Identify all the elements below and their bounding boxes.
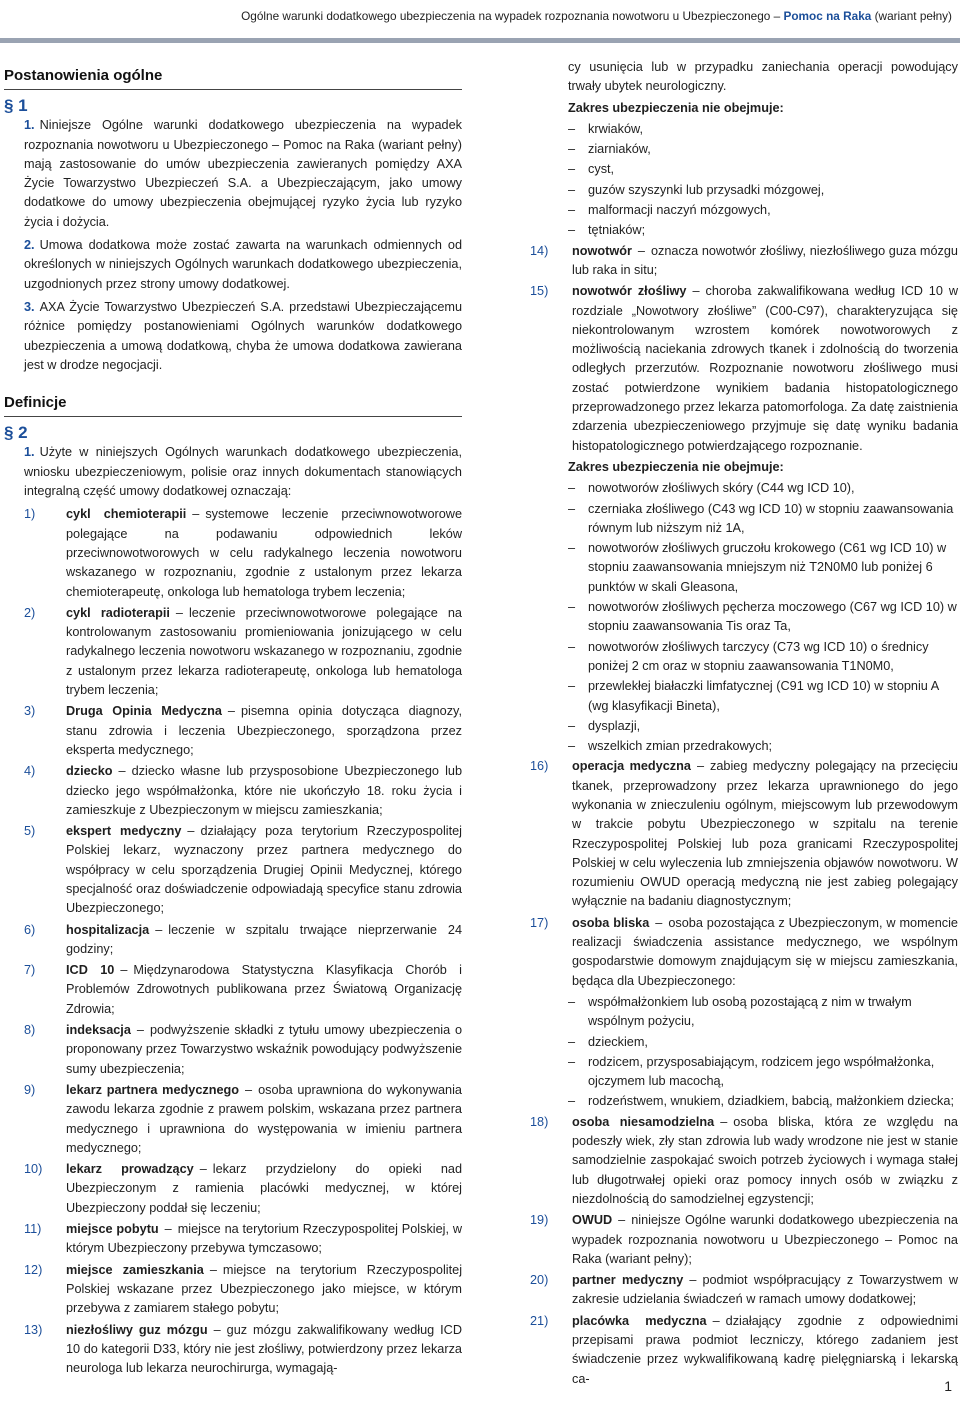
close-person-list <box>568 993 958 1112</box>
definition-item: 8) indeksacja – podwyższenie składki z tytułu umowy ubezpieczenia o proponowany przez Towarzystwo wskaźnik powodujący podwyższenie sumy ubezpieczenia; <box>24 1023 462 1076</box>
header-title-suffix: (wariant pełny) <box>874 9 952 23</box>
definition-item: 3) Druga Opinia Medyczna – pisemna opinia dotycząca diagnozy, stanu zdrowia i leczenia Ubezpieczonego, sporządzona przez eksperta medycznego; <box>24 704 462 757</box>
clause-1-3: 3. AXA Życie Towarzystwo Ubezpieczeń S.A. przedstawi Ubezpieczającemu różnice pomiędzy postanowieniami Ogólnych warunków dodatkowego ubezpieczenia a umową dodatkową, chyba że umowa dodatkowa zawierana jest w drodze negocjacji. <box>24 299 462 372</box>
list-item: – wszelkich zmian przedrakowych; <box>568 739 773 754</box>
definition-item: 2) cykl radioterapii – leczenie przeciwnowotworowe polegające na kontrolowanym zastosowaniu promieniowania jonizującego w celu radykalnego leczenia nowotworu wskazanego w rozpoznaniu, zgodnie z ustalonym przez lekarza radioterapeutę, onkologa lub hematologa trybem leczenia; <box>24 605 462 698</box>
list-item: – nowotworów złośliwych tarczycy (C73 wg ICD 10) o średnicy poniżej 2 cm oraz w stopniu zaawansowania T1N0M0, <box>568 639 929 673</box>
list-item: – rodzeństwem, wnukiem, dziadkiem, babcią, małżonkiem dziecka; <box>568 1094 954 1109</box>
definition-item: 18) osoba niesamodzielna – osoba bliska, która ze względu na podeszły wiek, zły stan zdrowia lub wady wrodzone nie jest w stanie samodzielnie zaspokajać swoich potrzeb życiowych i wymaga stałej lub długotrwałej opieki oraz pomocy innych osób w związku z niezdolnością do samodzielnej egzystencji; <box>530 1114 958 1206</box>
list-item: – cyst, <box>568 162 615 177</box>
definition-list-left <box>24 505 462 1378</box>
definition-item: 21) placówka medyczna – działający zgodnie z odpowiednimi przepisami prawa podmiot leczniczy, którego zadaniem jest świadczenie przez wykwalifikowaną kadrę pielęgniarską i lekarską ca- <box>530 1313 959 1386</box>
definition-item: 12) miejsce zamieszkania – miejsce na terytorium Rzeczypospolitej Polskiej wskazane przez Ubezpieczonego jako miejsce, w którym przebywa z zamiarem stałego pobytu; <box>24 1262 463 1316</box>
clause-1-1: 1. Niniejsze Ogólne warunki dodatkowego ubezpieczenia na wypadek rozpoznania nowotworu u Ubezpieczonego – Pomoc na Raka (wariant pełny) mają zastosowanie do umów ubezpieczenia zawieranych pomiędzy AXA Życie Towarzystwo Ubezpieczeń S.A. a Ubezpieczającym, jako umowy dodatkowe do umowy ubezpieczenia obejmującej ryzyko życia lub ryzyko życia i dożycia. <box>24 118 462 229</box>
list-item: – tętniaków; <box>568 223 646 238</box>
list-item: – nowotworów złośliwych pęcherza moczowego (C67 wg ICD 10) w stopniu zaawansowania Tis oraz Ta, <box>568 600 957 634</box>
header-title-accent: Pomoc na Raka <box>783 9 872 23</box>
definition-item: 10) lekarz prowadzący – lekarz przydzielony do opieki nad Ubezpieczonym z ramienia placówki medycznej, w której Ubezpieczony poddał się leczeniu; <box>24 1162 462 1215</box>
definition-item: 11) miejsce pobytu – miejsce na terytorium Rzeczypospolitej Polskiej, w którym Ubezpieczony przebywa tymczasowo; <box>24 1222 462 1256</box>
list-item: – dzieckiem, <box>568 1034 648 1049</box>
exclusions-heading: Zakres ubezpieczenia nie obejmuje: <box>568 100 784 115</box>
page-number: 1 <box>944 1378 952 1394</box>
list-item: – ziarniaków, <box>568 142 651 157</box>
list-item: – współmałżonkiem lub osobą pozostającą z nim w trwałym wspólnym pożyciu, <box>568 994 912 1029</box>
exclusions-list-15 <box>568 479 958 756</box>
list-item: – rodzicem, przysposabiającym, rodzicem jego współmałżonka, ojczymem lub macochą, <box>568 1054 935 1089</box>
page-header <box>0 0 960 40</box>
list-item: – nowotworów złośliwych skóry (C44 wg ICD 10), <box>568 481 855 496</box>
clause-1-2: 2. Umowa dodatkowa może zostać zawarta na warunkach odmiennych od określonych w niniejszych Ogólnych warunkach dodatkowego ubezpieczenia, uzgodnionych przez strony umowy dodatkowej. <box>24 238 462 291</box>
right-column <box>530 58 958 1391</box>
definition-item: 17) osoba bliska – osoba pozostająca z Ubezpieczonym, w momencie realizacji świadczenia assistance medycznego, we wspólnym gospodarstwie domowym znajdującym się w miejscu zamieszkania, będąca dla Ubezpieczonego: <box>530 915 958 988</box>
clause-2-1: 1. Użyte w niniejszych Ogólnych warunkach dodatkowego ubezpieczenia, wniosku ubezpieczeniowym, polisie oraz innych dokumentach stanowiących integralną część umowy dodatkowej oznaczają: <box>24 445 462 499</box>
definition-item: 6) hospitalizacja – leczenie w szpitalu trwające nieprzerwanie 24 godziny; <box>24 922 462 956</box>
list-item: – nowotworów złośliwych gruczołu krokowego (C61 wg ICD 10) w stopniu zaawansowania mniejszym niż T2N0M0 lub poniżej 6 punktów w skali Gleasona, <box>568 541 947 594</box>
list-item: – malformacji naczyń mózgowych, <box>568 203 771 218</box>
list-item: – dysplazji, <box>568 718 641 733</box>
paragraph-mark-1: § 1 <box>4 96 28 116</box>
section-heading-general: Postanowienia ogólne <box>4 66 462 90</box>
list-item: – czerniaka złośliwego (C43 wg ICD 10) w stopniu zaawansowania równym lub niższym niż 1A, <box>568 501 954 535</box>
section-heading-definitions: Definicje <box>4 393 462 417</box>
definition-13-continued: cy usunięcia lub w przypadku zaniechania operacji powodujący trwały ubytek neurologiczny. <box>568 60 958 94</box>
paragraph-mark-2: § 2 <box>4 423 28 443</box>
exclusions-list-13 <box>568 120 958 241</box>
list-item: – krwiaków, <box>568 121 643 136</box>
definition-item: 20) partner medyczny – podmiot współpracujący z Towarzystwem w zakresie udzielania świadczeń w ramach umowy dodatkowej; <box>530 1273 958 1307</box>
header-rule <box>0 38 960 43</box>
list-item: – guzów szyszynki lub przysadki mózgowej, <box>568 182 825 197</box>
definition-item: 7) ICD 10 – Międzynarodowa Statystyczna Klasyfikacja Chorób i Problemów Zdrowotnych publikowana przez Światową Organizację Zdrowia; <box>24 963 462 1016</box>
definition-item: 4) dziecko – dziecko własne lub przysposobione Ubezpieczonego lub dziecko jego współmałżonka, które nie ukończyło 18. roku życia i zamieszkuje z Ubezpieczonym w miejscu zamieszkania; <box>24 764 462 817</box>
definition-item: 5) ekspert medyczny – działający poza terytorium Rzeczypospolitej Polskiej lekarz, wyznaczony przez partnera medycznego do współpracy w celu sporządzenia Drugiej Opinii Medycznej, którego specjalność oraz doświadczenie odpowiadają specyfice stanu zdrowia Ubezpieczonego; <box>24 824 463 916</box>
definition-item: 13) niezłośliwy guz mózgu – guz mózgu zakwalifikowany według ICD 10 do kategorii D33, który nie jest złośliwy, potwierdzony przez lekarza neurologa lub lekarza neurochirurga, wymagają- <box>24 1322 462 1376</box>
header-title <box>241 9 952 23</box>
exclusions-heading: Zakres ubezpieczenia nie obejmuje: <box>568 459 784 474</box>
definition-item: 15) nowotwór złośliwy – choroba zakwalifikowana według ICD 10 w rozdziale „Nowotwory złośliwe” (C00-C97), charakteryzująca się niekontrolowanym wzrostem komórek nowotworowych z możliwością naciekania zdrowych tkanek i zdolnością do tworzenia odległych przerzutów. Rozpoznanie nowotworu złośliwego musi zostać potwierdzone wynikiem badania histopatologicznego przeprowadzonego przez lekarza patomorfologa. Za datę zaistnienia zdarzenia ubezpieczeniowego przyjmuje się datę wyniku badania histopatologicznego potwierdzającego rozpoznanie. <box>530 284 959 453</box>
definition-item: 19) OWUD – niniejsze Ogólne warunki dodatkowego ubezpieczenia na wypadek rozpoznania nowotworu u Ubezpieczonego – Pomoc na Raka (wariant pełny); <box>530 1213 958 1266</box>
list-item: – przewlekłej białaczki limfatycznej (C91 wg ICD 10) w stopniu A (wg klasyfikacji Bineta), <box>568 679 939 713</box>
definition-item: 1) cykl chemioterapii – systemowe leczenie przeciwnowotworowe polegające na podawaniu odpowiednich leków przeciwnowotworowych w celu radykalnego leczenia nowotworu wskazanego w rozpoznaniu, zgodnie z ustalonym przez lekarza chemioterapeutę, onkologa lub hematologa trybem leczenia; <box>24 507 463 599</box>
left-column <box>4 58 462 1380</box>
definition-item: 16) operacja medyczna – zabieg medyczny polegający na przecięciu tkanek, przeprowadzony przez lekarza uprawnionego do jego wykonania w znieczuleniu ogólnym, miejscowym lub przewodowym w trakcie pobytu Ubezpieczonego w szpitalu na terenie Rzeczypospolitej Polskiej lub poza granicami Rzeczypospolitej Polskiej w celu wyleczenia lub zmniejszenia objawów nowotworu. W rozumieniu OWUD operacją medyczną nie jest zabieg polegający wyłącznie na badaniu diagnostycznym; <box>530 759 958 909</box>
definition-item: 9) lekarz partnera medycznego – osoba uprawniona do wykonywania zawodu lekarza zgodnie z prawem polskim, wskazana przez partnera medycznego i uprawniona do występowania w imieniu partnera medycznego; <box>24 1082 462 1155</box>
definition-item: 14) nowotwór – oznacza nowotwór złośliwy, niezłośliwego guza mózgu lub raka in situ; <box>530 243 958 277</box>
header-title-prefix: Ogólne warunki dodatkowego ubezpieczenia na wypadek rozpoznania nowotworu u Ubezpieczonego – <box>241 9 781 23</box>
